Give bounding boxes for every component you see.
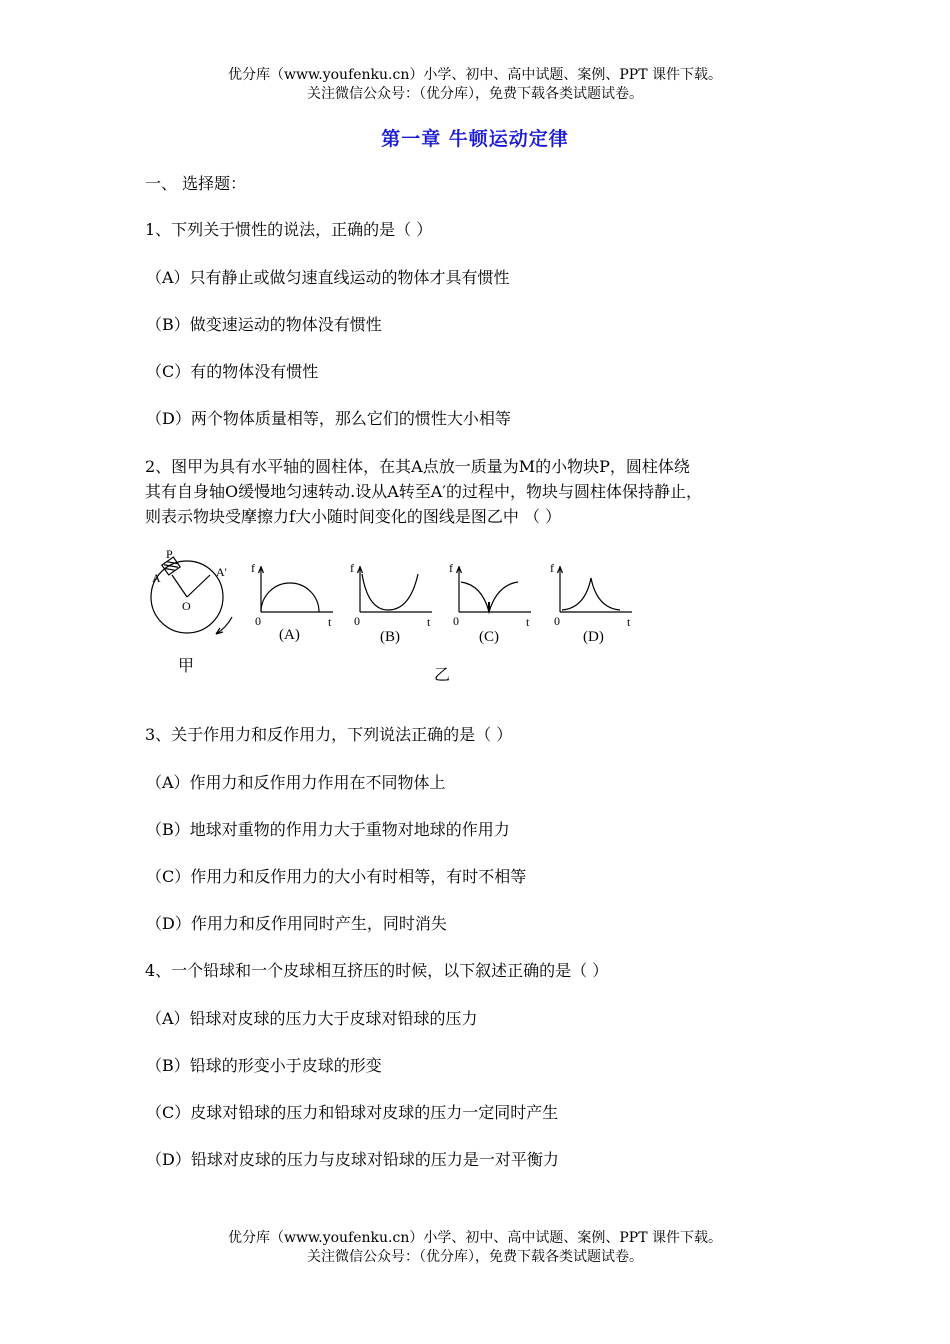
figure-yi-caption: 乙 bbox=[434, 667, 451, 684]
graph-a-axis-f: f bbox=[251, 561, 255, 575]
header-line-1: 优分库（www.youfenku.cn）小学、初中、高中试题、案例、PPT 课件下载。 bbox=[227, 67, 722, 83]
graph-b-label: (B) bbox=[380, 629, 400, 645]
question-4-option-b: （B）铅球的形变小于皮球的形变 bbox=[146, 1056, 382, 1075]
graph-a-curve bbox=[261, 583, 319, 612]
header-line-2: 关注微信公众号：（优分库），免费下载各类试题试卷。 bbox=[307, 86, 643, 102]
chapter-title: 第一章 牛顿运动定律 bbox=[381, 128, 569, 150]
graph-a-axis-t: t bbox=[328, 615, 332, 629]
question-3-option-a: （A）作用力和反作用力作用在不同物体上 bbox=[146, 773, 446, 792]
graph-c-axis-f: f bbox=[449, 561, 453, 575]
graph-c-axis-t: t bbox=[526, 615, 530, 629]
question-2-stem-line-3: 则表示物块受摩擦力f大小随时间变化的图线是图乙中 （ ） bbox=[145, 507, 562, 526]
graph-d-origin: 0 bbox=[554, 614, 560, 628]
question-2-stem-line-2: 其有自身轴O缓慢地匀速转动.设从A转至A′的过程中，物块与圆柱体保持静止， bbox=[145, 482, 702, 501]
question-4-option-c: （C）皮球对铅球的压力和铅球对皮球的压力一定同时产生 bbox=[146, 1103, 559, 1122]
question-1-stem: 1、下列关于惯性的说法，正确的是（ ） bbox=[145, 220, 433, 239]
section-heading: 一、 选择题： bbox=[145, 174, 247, 193]
label-p: P bbox=[166, 547, 173, 561]
graph-b-curve bbox=[362, 574, 418, 610]
graph-c-label: (C) bbox=[479, 629, 499, 645]
graph-d-axis-t: t bbox=[627, 615, 631, 629]
question-1-option-c: （C）有的物体没有惯性 bbox=[146, 362, 319, 381]
question-3-option-d: （D）作用力和反作用同时产生，同时消失 bbox=[146, 914, 447, 933]
graph-c-origin: 0 bbox=[453, 614, 459, 628]
footer-line-2: 关注微信公众号：（优分库），免费下载各类试题试卷。 bbox=[307, 1249, 643, 1265]
page-footer bbox=[0, 1229, 950, 1267]
radius-oa-prime bbox=[187, 575, 210, 597]
label-a-prime: A' bbox=[216, 565, 227, 579]
question-1-option-a: （A）只有静止或做匀速直线运动的物体才具有惯性 bbox=[146, 268, 510, 287]
graph-d-axis-f: f bbox=[550, 561, 554, 575]
question-4-option-d: （D）铅球对皮球的压力与皮球对铅球的压力是一对平衡力 bbox=[146, 1150, 559, 1169]
label-a: A bbox=[152, 571, 161, 585]
question-1-option-d: （D）两个物体质量相等，那么它们的惯性大小相等 bbox=[146, 409, 511, 428]
figure-jia-caption: 甲 bbox=[178, 658, 195, 675]
graph-a-origin: 0 bbox=[255, 614, 261, 628]
question-2-figure bbox=[0, 540, 700, 690]
question-2-stem-line-1: 2、图甲为具有水平轴的圆柱体，在其A点放一质量为M的小物块P，圆柱体绕 bbox=[145, 457, 690, 476]
graph-b-axis-f: f bbox=[350, 561, 354, 575]
question-3-option-c: （C）作用力和反作用力的大小有时相等，有时不相等 bbox=[146, 867, 527, 886]
question-3-stem: 3、关于作用力和反作用力，下列说法正确的是（ ） bbox=[145, 725, 513, 744]
graph-d-label: (D) bbox=[583, 629, 604, 645]
question-4-stem: 4、一个铅球和一个皮球相互挤压的时候，以下叙述正确的是（ ） bbox=[145, 961, 609, 980]
graph-d-curve bbox=[562, 578, 620, 610]
graph-a-label: (A) bbox=[279, 627, 300, 643]
question-1-option-b: （B）做变速运动的物体没有惯性 bbox=[146, 315, 382, 334]
footer-line-1: 优分库（www.youfenku.cn）小学、初中、高中试题、案例、PPT 课件下载。 bbox=[227, 1230, 722, 1246]
radius-oa bbox=[172, 575, 187, 597]
graph-b-origin: 0 bbox=[354, 614, 360, 628]
label-o: O bbox=[182, 599, 191, 613]
graph-b-axis-t: t bbox=[427, 615, 431, 629]
page-header bbox=[0, 66, 950, 104]
question-4-option-a: （A）铅球对皮球的压力大于皮球对铅球的压力 bbox=[146, 1009, 478, 1028]
question-3-option-b: （B）地球对重物的作用力大于重物对地球的作用力 bbox=[146, 820, 510, 839]
